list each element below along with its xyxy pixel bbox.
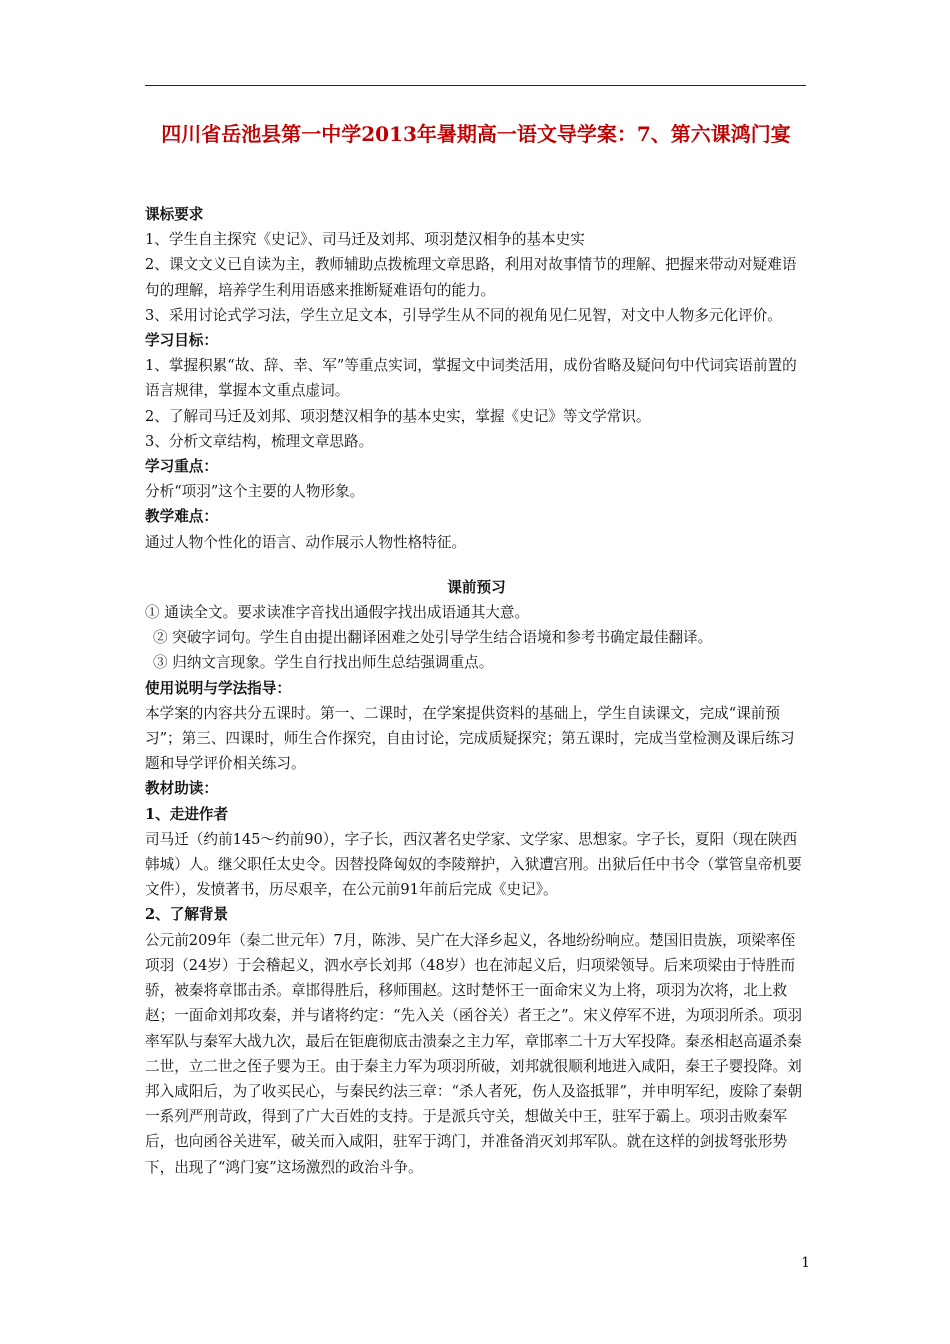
paragraph: 公元前209年（秦二世元年）7月，陈涉、吴广在大泽乡起义，各地纷纷响应。楚国旧贵族，项梁率侄项羽（24岁）于会稽起义，泗水亭长刘邦（48岁）也在沛起义后，归项梁领导。后来项梁由于恃胜而骄，被秦将章邯击杀。章邯得胜后，移师围赵。这时楚怀王一面命宋义为上将，项羽为次将，北上救赵；一面命刘邦攻秦，并与诸将约定：“先入关（函谷关）者王之”。宋义停军不进，为项羽所杀。项羽率军队与秦军大战九次，最后在钜鹿彻底击溃秦之主力军，章邯率二十万大军投降。秦丞相赵高逼杀秦二世，立二世之侄子婴为王。由于秦主力军为项羽所破，刘邦就很顺利地进入咸阳，秦王子婴投降。刘邦入咸阳后，为了收买民心，与秦民约法三章：“杀人者死，伤人及盗抵罪”，并申明军纪，废除了秦朝一系列严刑苛政，得到了广大百姓的支持。于是派兵守关，想做关中王，驻军于霸上。项羽击败秦军后，也向函谷关进军，破关而入咸阳，驻军于鸿门，并准备消灭刘邦军队。就在这样的剑拔弩张形势下，出现了“鸿门宴”这场激烈的政治斗争。 <box>145 931 803 1176</box>
paragraph: 司马迁（约前145～约前90），字子长，西汉著名史学家、文学家、思想家。字子长，夏阳（现在陕西韩城）人。继父职任太史令。因替投降匈奴的李陵辩护，入狱遭宫刑。出狱后任中书令（掌管皇帝机要文件），发愤著书，历尽艰辛，在公元前91年前后完成《史记》。 <box>145 830 802 899</box>
subheading-author: 1、走进作者 <box>145 805 229 823</box>
paragraph: 1、掌握积累“故、辞、幸、军”等重点实词，掌握文中词类活用，成份省略及疑问句中代词宾语前置的语言规律，掌握本文重点虚词。 <box>145 357 797 400</box>
section-heading-instructions: 使用说明与学法指导： <box>145 679 291 697</box>
page-number: 1 <box>801 1255 810 1271</box>
paragraph: 2、了解司马迁及刘邦、项羽楚汉相争的基本史实，掌握《史记》等文学常识。 <box>145 407 651 425</box>
list-item: ② 突破字词句。学生自由提出翻译困难之处引导学生结合语境和参考书确定最佳翻译。 <box>153 629 713 647</box>
paragraph: 3、采用讨论式学习法，学生立足文本，引导学生从不同的视角见仁见智，对文中人物多元化评价。 <box>145 306 782 324</box>
paragraph: 2、课文文义已自读为主，教师辅助点拨梳理文章思路，利用对故事情节的理解、把握来带动对疑难语句的理解，培养学生利用语感来推断疑难语句的能力。 <box>145 256 797 299</box>
list-item: ③ 归纳文言现象。学生自行找出师生总结强调重点。 <box>153 654 494 672</box>
section-heading-difficulty: 教学难点： <box>145 508 218 526</box>
section-heading-reading-aid: 教材助读： <box>145 780 218 798</box>
paragraph: 通过人物个性化的语言、动作展示人物性格特征。 <box>145 533 467 551</box>
document-title: 四川省岳池县第一中学2013年暑期高一语文导学案：7、第六课鸿门宴 <box>161 122 791 146</box>
subheading-background: 2、了解背景 <box>145 906 229 924</box>
paragraph: 本学案的内容共分五课时。第一、二课时，在学案提供资料的基础上，学生自读课文，完成“课前预习”；第三、四课时，师生合作探究，自由讨论，完成质疑探究；第五课时，完成当堂检测及课后练习题和导学评价相关练习。 <box>145 704 795 773</box>
document-body <box>145 202 808 1180</box>
section-heading-goals: 学习目标： <box>145 332 218 350</box>
section-heading-focus: 学习重点： <box>145 458 218 476</box>
paragraph: 1、学生自主探究《史记》、司马迁及刘邦、项羽楚汉相争的基本史实 <box>145 231 585 249</box>
section-heading-preview: 课前预习 <box>447 578 506 596</box>
header-rule <box>145 85 806 86</box>
paragraph: 分析“项羽”这个主要的人物形象。 <box>145 483 365 501</box>
list-item: ① 通读全文。要求读准字音找出通假字找出成语通其大意。 <box>145 604 530 622</box>
section-heading-curriculum: 课标要求 <box>145 206 204 223</box>
paragraph: 3、分析文章结构，梳理文章思路。 <box>145 432 374 450</box>
